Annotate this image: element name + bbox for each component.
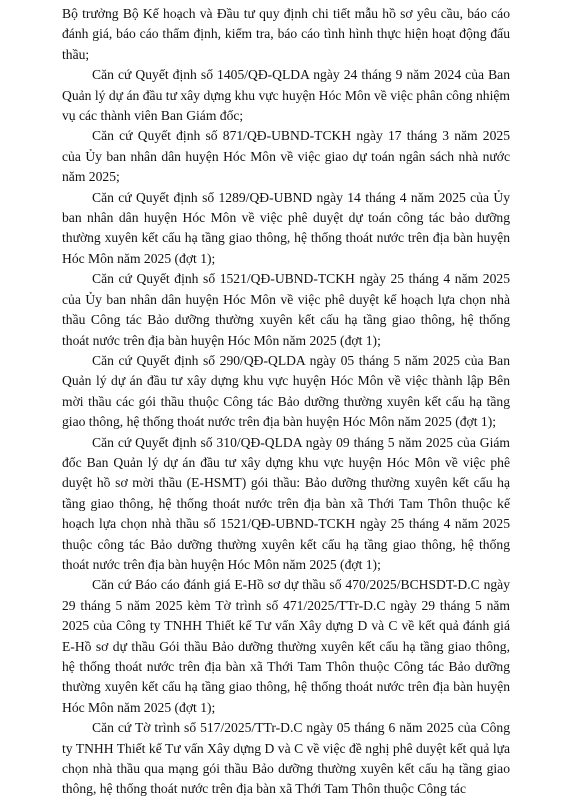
paragraph-decision-871: Căn cứ Quyết định số 871/QĐ-UBND-TCKH ngày 17 tháng 3 năm 2025 của Ủy ban nhân dân huyện Hóc Môn về việc giao dự toán ngân sách nhà nước năm 2025; [62, 128, 510, 185]
paragraph-decision-1289: Căn cứ Quyết định số 1289/QĐ-UBND ngày 14 tháng 4 năm 2025 của Ủy ban nhân dân huyện Hóc Môn về việc phê duyệt dự toán công tác bảo dưỡng thường xuyên kết cấu hạ tầng giao thông, hệ thống thoát nước trên địa bàn huyện Hóc Môn năm 2025 (đợt 1); [62, 189, 510, 266]
paragraph-continuation: Bộ trưởng Bộ Kế hoạch và Đầu tư quy định chi tiết mẫu hồ sơ yêu cầu, báo cáo đánh giá, báo cáo thẩm định, kiểm tra, báo cáo tình hình thực hiện hoạt động đấu thầu; [62, 6, 510, 62]
paragraph-decision-1405: Căn cứ Quyết định số 1405/QĐ-QLDA ngày 24 tháng 9 năm 2024 của Ban Quản lý dự án đầu tư xây dựng khu vực huyện Hóc Môn về việc phân công nhiệm vụ các thành viên Ban Giám đốc; [62, 67, 510, 124]
paragraph-submission-517: Căn cứ Tờ trình số 517/2025/TTr-D.C ngày 05 tháng 6 năm 2025 của Công ty TNHH Thiết kế Tư vấn Xây dựng D và C về việc đề nghị phê duyệt kết quả lựa chọn nhà thầu qua mạng gói thầu Bảo dưỡng thường xuyên kết cấu hạ tầng giao thông, hệ thống thoát nước trên địa bàn xã Thới Tam Thôn thuộc Công tác [62, 720, 510, 797]
paragraph-decision-1521: Căn cứ Quyết định số 1521/QĐ-UBND-TCKH ngày 25 tháng 4 năm 2025 của Ủy ban nhân dân huyện Hóc Môn về việc phê duyệt kế hoạch lựa chọn nhà thầu Công tác Bảo dưỡng thường xuyên kết cấu hạ tầng giao thông, hệ thống thoát nước trên địa bàn huyện Hóc Môn năm 2025 (đợt 1); [62, 271, 510, 348]
paragraph-evaluation-report-470: Căn cứ Báo cáo đánh giá E-Hồ sơ dự thầu số 470/2025/BCHSDT-D.C ngày 29 tháng 5 năm 2025 kèm Tờ trình số 471/2025/TTr-D.C ngày 29 tháng 5 năm 2025 của Công ty TNHH Thiết kế Tư vấn Xây dựng D và C về kết quả đánh giá E-Hồ sơ dự thầu Gói thầu Bảo dưỡng thường xuyên kết cấu hạ tầng giao thông, hệ thống thoát nước trên địa bàn xã Thới Tam Thôn thuộc Công tác Bảo dưỡng thường xuyên kết cấu hạ tầng giao thông, hệ thống thoát nước trên địa bàn huyện Hóc Môn năm 2025 (đợt 1); [62, 577, 510, 715]
paragraph-decision-310: Căn cứ Quyết định số 310/QĐ-QLDA ngày 09 tháng 5 năm 2025 của Giám đốc Ban Quản lý dự án đầu tư xây dựng khu vực huyện Hóc Môn về việc phê duyệt hồ sơ mời thầu (E-HSMT) gói thầu: Bảo dưỡng thường xuyên kết cấu hạ tầng giao thông, hệ thống thoát nước trên địa bàn xã Thới Tam Thôn thuộc kế hoạch lựa chọn nhà thầu số 1521/QĐ-UBND-TCKH ngày 25 tháng 4 năm 2025 thuộc công tác Bảo dưỡng thường xuyên kết cấu hạ tầng giao thông, hệ thống thoát nước trên địa bàn huyện Hóc Môn năm 2025 (đợt 1); [62, 434, 510, 572]
paragraph-decision-290: Căn cứ Quyết định số 290/QĐ-QLDA ngày 05 tháng 5 năm 2025 của Ban Quản lý dự án đầu tư xây dựng khu vực huyện Hóc Môn về việc thành lập Bên mời thầu các gói thầu thuộc Công tác Bảo dưỡng thường xuyên kết cấu hạ tầng giao thông, hệ thống thoát nước trên địa bàn huyện Hóc Môn năm 2025 (đợt 1); [62, 352, 510, 430]
